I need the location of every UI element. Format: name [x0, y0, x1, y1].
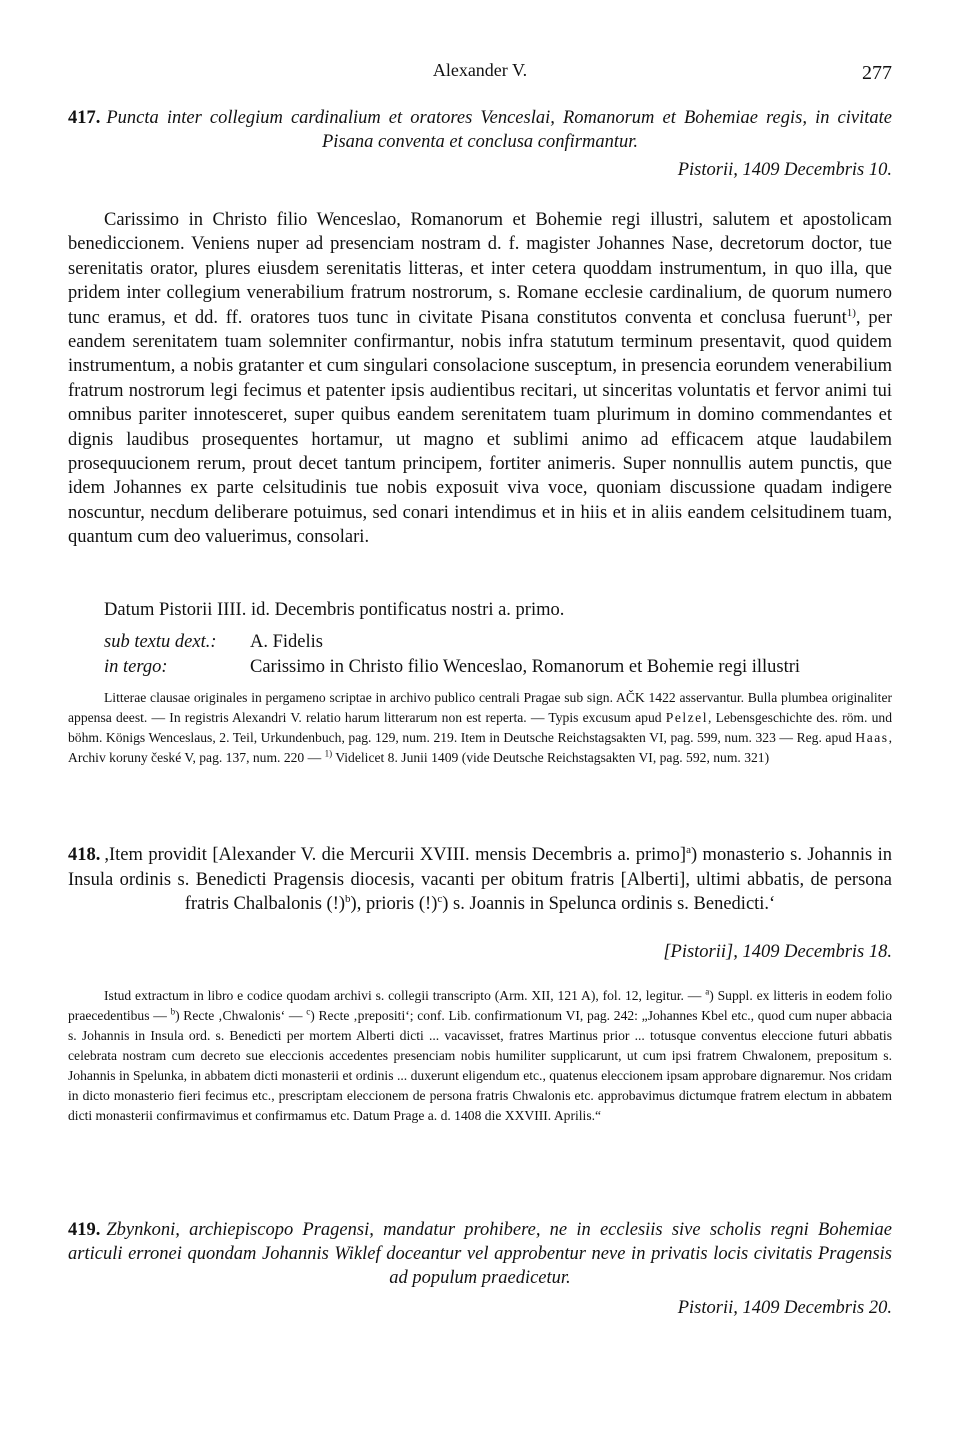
footnote-ref-b: b	[345, 892, 351, 905]
doc-418-date	[68, 940, 892, 964]
doc-418-date-text: [Pistorii], 1409 Decembris 18.	[663, 942, 892, 962]
footnote-ref-1: 1)	[846, 306, 856, 319]
notes-418-part1: Istud extractum in libro e codice quodam archivi s. collegii transcripto (Arm. XII, 121 A), fol. 12, legitur. —	[104, 988, 706, 1003]
doc-417-notes	[68, 688, 892, 768]
doc-418-heading	[68, 843, 892, 917]
doc-417-date	[68, 158, 892, 182]
doc-417-heading	[68, 106, 892, 154]
doc-418-text-part2: ) monasterio s. Johannis in Insula ordinis s. Benedicti Pragensis diocesis, vacanti per obitum fratris [Alberti], ultimi abbatis, de persona fratris Chalbalonis (!)	[68, 845, 892, 914]
tergo-value: Carissimo in Christo filio Wenceslao, Romanorum et Bohemie regi illustri	[250, 657, 801, 677]
doc-418-text-part4: ) s. Joannis in Spelunca ordinis s. Benedicti.‘	[442, 894, 776, 914]
subscription-value: A. Fidelis	[250, 632, 323, 652]
tergo-row	[68, 655, 892, 680]
footnote-ref-a: a	[686, 843, 691, 856]
doc-419-number: 419.	[68, 1220, 101, 1240]
subscription-row	[68, 630, 892, 655]
doc-417-heading-text: Puncta inter collegium cardinalium et oratores Venceslai, Romanorum et Bohemiae regis, in civitate Pisana conventa et conclusa confirmantur.	[106, 108, 892, 152]
notes-417-footnote-mark: 1)	[324, 748, 333, 759]
notes-418-part4: ) Recte ‚prepositi‘; conf. Lib. confirmationum VI, pag. 242: „Johannes Kbel etc., quod cum nuper abbacia s. Johannis in Insula ord. s. Benedicti per mortem Alberti dicti ... vacavisset, fratres Martinus prior ... totusque conventus eleccione futuri abbatis celebrata nostram cum decreto sue eleccionis accedentes presenciam nobis humiliter supplicarunt, ut cum ipsi fratrem Chwalonem, prepositum s. Johannis in Spelunka, in abbatem dicti monasterii et ordinis ... duxerunt eligendum etc., quatenus eleccionem ipsam approbare dignaremur. Nos cridam in dicto monasterio fieri fecimus etc., prescriptam eleccionem de persona fratris Chwalonis etc. approbavimus dictumque fratrem electum in abbatem dicti monasterii confirmavimus et confirmamus etc. Datum Prage a. d. 1408 die XXVIII. Aprilis.“	[68, 1008, 892, 1123]
notes-418-mark-a: a	[705, 986, 710, 997]
doc-417-date-text: Pistorii, 1409 Decembris 10.	[677, 160, 892, 180]
doc-417-signatures	[68, 630, 892, 680]
doc-418-notes	[68, 986, 892, 1126]
tergo-label: in tergo:	[104, 657, 168, 677]
doc-419-date-text: Pistorii, 1409 Decembris 20.	[677, 1298, 892, 1318]
running-head-title: Alexander V.	[432, 60, 528, 80]
doc-419-heading	[68, 1218, 892, 1290]
notes-417-part2: , Lebensgeschichte des. röm. und böhm. Königs Wenceslaus, 2. Teil, Urkundenbuch, pag. 129, num. 219. Item in Deutsche Reichstagsakten VI, pag. 599, num. 323 — Reg. apud	[68, 710, 892, 745]
notes-417-author-pelzel: Pelzel	[665, 710, 708, 725]
doc-418-text-part3: ), prioris (!)	[350, 894, 438, 914]
notes-417-part4: Videlicet 8. Junii 1409 (vide Deutsche Reichstagsakten VI, pag. 592, num. 321)	[332, 750, 770, 765]
doc-417-number: 417.	[68, 108, 101, 128]
notes-418-part3: ) Recte ‚Chwalonis‘ —	[175, 1008, 307, 1023]
doc-417-datum-text: Datum Pistorii IIII. id. Decembris pontificatus nostri a. primo.	[104, 600, 565, 620]
doc-418-number: 418.	[68, 845, 101, 865]
doc-417-body	[68, 208, 892, 550]
doc-419-date	[68, 1296, 892, 1320]
doc-418-text-part1: ,Item providit [Alexander V. die Mercurii XVIII. mensis Decembris a. primo]	[104, 845, 687, 865]
notes-417-part3: , Archiv koruny české V, pag. 137, num. 220 —	[68, 730, 892, 765]
notes-417-author-haas: Haas	[855, 730, 889, 745]
doc-419-heading-text: Zbynkoni, archiepiscopo Pragensi, mandatur prohibere, ne in ecclesiis sive scholis regni Bohemiae articuli erronei quondam Johannis Wiklef doceantur vel approbentur neve in privatis locis civitatis Pragensis ad populum praedicetur.	[68, 1220, 892, 1288]
doc-417-body-part2: , per eandem serenitatem tuam solemniter confirmantur, nobis infra statutum terminum presentavit, quod quidem instrumentum, a nobis gratanter et cum singulari consolacione susceptum, in presencia eorundem venerabilium fratrum nostrorum legi fecimus et patenter ipsis audientibus recitari, ut sinceritas voluntatis et fervor animi tui omnibus pariter innotesceret, super quibus eandem serenitatem tuam plurimum in domino commendantes et dignis laudibus prosequentes hortamur, ut magno et sublimi animo ad efficacem atque laudabilem prosequucionem rerum, prout decet tantum principem, fortiter animeris. Super nonnullis autem punctis, que idem Johannes ex parte celsitudinis tue nobis exposuit viva voce, quoniam discussione quadam indigere noscuntur, necdum deliberare potuimus, sed conari intendimus et in hiis et in aliis eandem celsitudinem tuam, quantum cum deo valuerimus, consolari.	[68, 307, 892, 548]
doc-417-datum	[68, 598, 892, 622]
notes-418-mark-c: c	[306, 1006, 311, 1017]
notes-418-mark-b: b	[170, 1006, 176, 1017]
running-head	[68, 60, 892, 88]
notes-418-part2: ) Suppl. ex litteris in eodem folio praecedentibus —	[68, 988, 892, 1023]
footnote-ref-c: c	[437, 892, 443, 905]
page-number: 277	[862, 62, 892, 84]
notes-417-part1: Litterae clausae originales in pergameno scriptae in archivo publico centrali Pragae sub sign. AČK 1422 asservantur. Bulla plumbea originaliter appensa deest. — In registris Alexandri V. relatio harum litterarum non est reperta. — Typis excusum apud	[68, 690, 892, 725]
doc-417-body-part1: Carissimo in Christo filio Wenceslao, Romanorum et Bohemie regi illustri, salutem et apostolicam benediccionem. Veniens nuper ad presenciam nostram d. f. magister Johannes Nase, decretorum doctor, tue serenitatis orator, plures eiusdem serenitatis litteras, et inter cetera quoddam instrumentum, in quo illa, que pridem inter collegium venerabilium fratrum nostrorum, s. Romane ecclesie cardinalium, de quorum numero tunc eramus, et dd. ff. oratores tuos tunc in civitate Pisana constitutos conventa et conclusa fuerunt	[68, 210, 892, 328]
subscription-label: sub textu dext.:	[104, 632, 217, 652]
